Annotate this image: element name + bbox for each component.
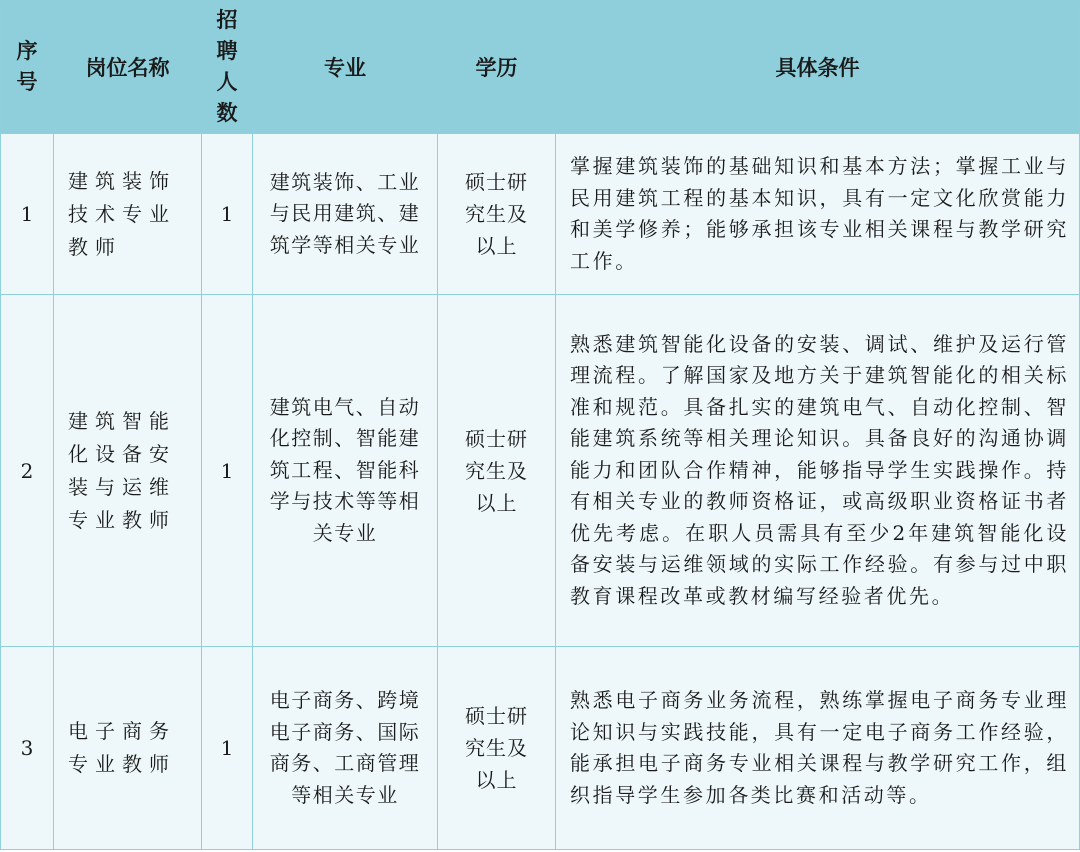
header-row	[1, 1, 1080, 134]
table-row	[1, 295, 1080, 647]
row-major: 建筑装饰、工业与民用建筑、建筑学等相关专业	[253, 134, 438, 295]
row-requirements: 熟悉建筑智能化设备的安装、调试、维护及运行管理流程。了解国家及地方关于建筑智能化的相关标准和规范。具备扎实的建筑电气、自动化控制、智能建筑系统等相关理论知识。具备良好的沟通协调能力和团队合作精神，能够指导学生实践操作。持有相关专业的教师资格证，或高级职业资格证书者优先考虑。在职人员需具有至少2年建筑智能化设备安装与运维领域的实际工作经验。有参与过中职教育课程改革或教材编写经验者优先。	[556, 295, 1080, 647]
row-education: 硕士研究生及以上	[438, 647, 556, 850]
header-education: 学历	[438, 1, 556, 134]
header-count: 招聘人数	[202, 1, 253, 134]
row-index: 1	[1, 134, 54, 295]
row-index: 3	[1, 647, 54, 850]
row-position: 电子商务专业教师	[54, 647, 202, 850]
row-count: 1	[202, 647, 253, 850]
row-education: 硕士研究生及以上	[438, 295, 556, 647]
row-count: 1	[202, 134, 253, 295]
header-position: 岗位名称	[54, 1, 202, 134]
row-major: 建筑电气、自动化控制、智能建筑工程、智能科学与技术等等相关专业	[253, 295, 438, 647]
table-row	[1, 134, 1080, 295]
header-major: 专业	[253, 1, 438, 134]
table-header	[1, 1, 1080, 134]
row-requirements: 熟悉电子商务业务流程，熟练掌握电子商务专业理论知识与实践技能，具有一定电子商务工作经验，能承担电子商务专业相关课程与教学研究工作，组织指导学生参加各类比赛和活动等。	[556, 647, 1080, 850]
row-count: 1	[202, 295, 253, 647]
row-requirements: 掌握建筑装饰的基础知识和基本方法；掌握工业与民用建筑工程的基本知识，具有一定文化欣赏能力和美学修养；能够承担该专业相关课程与教学研究工作。	[556, 134, 1080, 295]
row-position: 建筑装饰技术专业教师	[54, 134, 202, 295]
row-index: 2	[1, 295, 54, 647]
row-major: 电子商务、跨境电子商务、国际商务、工商管理等相关专业	[253, 647, 438, 850]
header-index: 序号	[1, 1, 54, 134]
row-position: 建筑智能化设备安装与运维专业教师	[54, 295, 202, 647]
header-requirements: 具体条件	[556, 1, 1080, 134]
table-row	[1, 647, 1080, 850]
table-body	[1, 134, 1080, 850]
row-education: 硕士研究生及以上	[438, 134, 556, 295]
